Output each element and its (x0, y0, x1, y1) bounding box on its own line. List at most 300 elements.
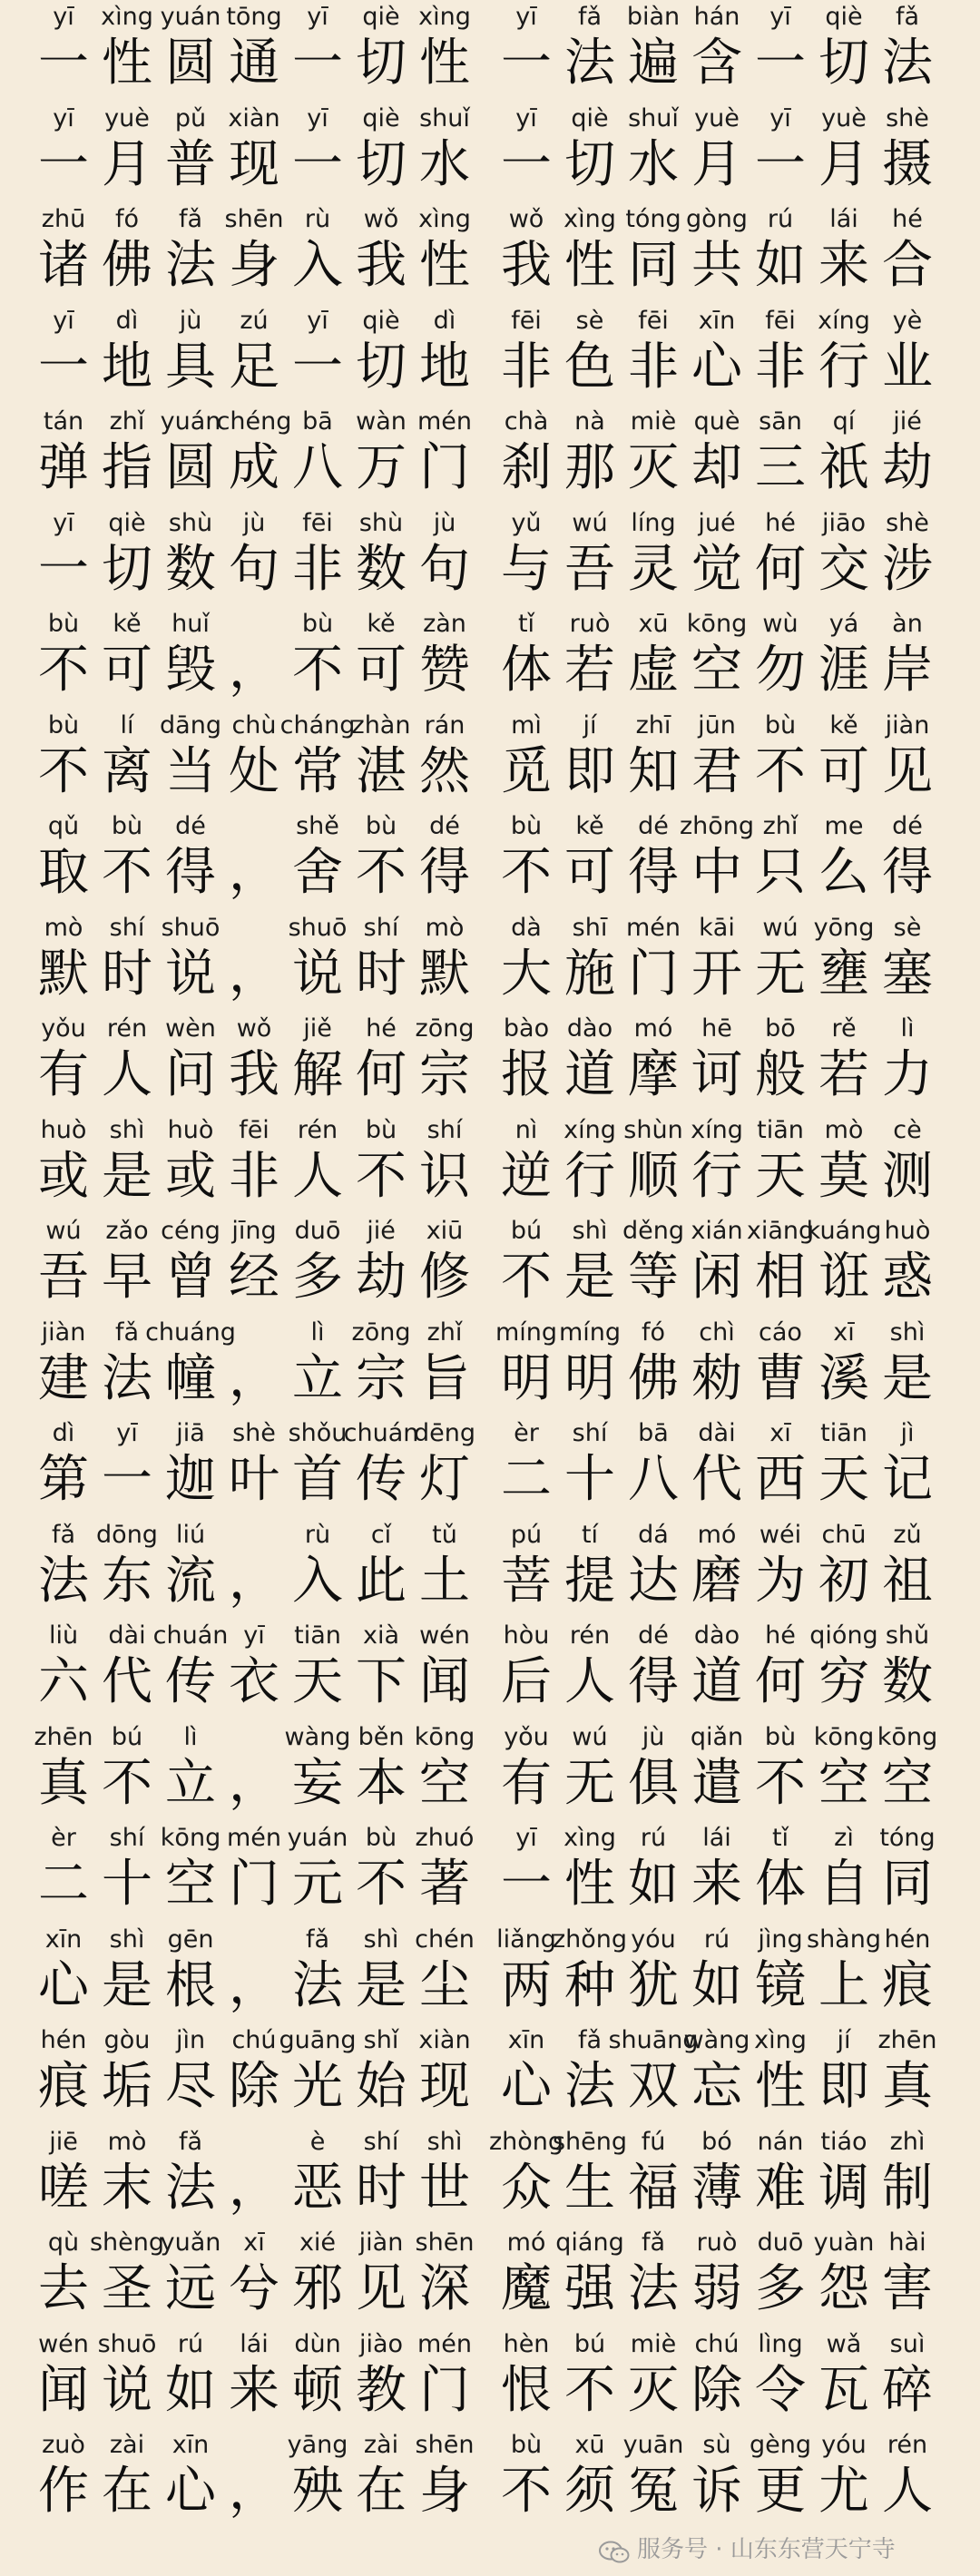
character-cell (415, 1823, 475, 1925)
hanzi: 共 (691, 236, 742, 295)
hanzi: ， (229, 2158, 279, 2218)
pinyin: shè (232, 1419, 276, 1447)
pinyin: shuǐ (419, 103, 470, 132)
poem-line (36, 1722, 944, 1824)
hanzi: 不 (356, 1855, 407, 1914)
verse-right (499, 1216, 935, 1317)
verse-right (499, 406, 935, 508)
pinyin: qiè (108, 508, 146, 537)
poem-line (36, 2329, 944, 2431)
character-cell (413, 1418, 475, 1520)
pinyin: yī (307, 103, 328, 132)
poem-line (36, 1925, 944, 2026)
pinyin: huò (884, 1217, 931, 1245)
pinyin: dào (693, 1621, 740, 1650)
pinyin: jí (583, 710, 597, 739)
hanzi: 切 (102, 539, 152, 599)
hanzi: 曹 (755, 1348, 806, 1408)
hanzi: 一 (38, 134, 89, 194)
pinyin: tí (581, 1520, 599, 1549)
hanzi: 末 (102, 2158, 152, 2218)
hanzi: 测 (882, 1146, 933, 1206)
character-cell (880, 204, 935, 306)
pinyin: bù (510, 812, 543, 840)
hanzi: 性 (755, 2057, 806, 2116)
hanzi: ， (229, 641, 279, 700)
pinyin: céng (161, 1217, 220, 1245)
pinyin: chéng (216, 407, 292, 436)
pinyin: dé (638, 812, 669, 840)
pinyin: bào (503, 1014, 550, 1043)
character-cell (880, 1317, 935, 1419)
hanzi: 弱 (691, 2259, 742, 2318)
hanzi: 诃 (691, 1045, 742, 1104)
hanzi: 双 (628, 2057, 679, 2116)
hanzi: 法 (38, 1551, 89, 1611)
pinyin: xīn (507, 2026, 545, 2054)
hanzi: 是 (102, 1146, 152, 1206)
pinyin: yī (53, 103, 74, 132)
pinyin: mò (44, 913, 83, 942)
pinyin: shī (572, 913, 608, 942)
hanzi: 地 (419, 337, 470, 397)
hanzi: 强 (564, 2259, 615, 2318)
hanzi: 达 (628, 1551, 679, 1611)
hanzi: 壅 (818, 944, 869, 1004)
hanzi: 非 (628, 337, 679, 397)
verse-left (36, 2025, 472, 2127)
pinyin: zhū (41, 205, 86, 233)
pinyin: yī (515, 1824, 537, 1852)
pinyin: dào (566, 1014, 613, 1043)
pinyin: rú (703, 1925, 730, 1954)
verse-left (36, 1418, 475, 1520)
pinyin: shēn (415, 2228, 475, 2257)
pinyin: shí (109, 913, 145, 942)
pinyin: kōng (813, 1722, 875, 1751)
hanzi: 人 (564, 1652, 615, 1711)
pinyin: shí (109, 1824, 145, 1852)
pinyin: kě (575, 812, 604, 840)
hanzi: 圆 (165, 438, 216, 497)
hanzi: 六 (38, 1652, 89, 1711)
pinyin: bā (302, 407, 333, 436)
verse-left (36, 204, 472, 306)
pinyin: qiǎn (690, 1722, 744, 1751)
verse-right (499, 1520, 935, 1621)
pinyin: shǒu (288, 1419, 348, 1447)
pinyin: dé (638, 1621, 669, 1650)
pinyin: gēn (167, 1925, 214, 1954)
pinyin: shuō (161, 913, 220, 942)
pinyin: chù (231, 710, 277, 739)
hanzi: 当 (165, 741, 216, 801)
character-cell (880, 1520, 935, 1621)
character-cell (880, 103, 935, 205)
hanzi: 逆 (501, 1146, 552, 1206)
character-cell (163, 913, 218, 1014)
hanzi: 时 (356, 2158, 407, 2218)
verse-right (496, 1925, 935, 2026)
hanzi: 不 (564, 2360, 615, 2420)
pinyin: yuān (622, 2431, 684, 2459)
hanzi: 法 (882, 34, 933, 93)
character-cell (417, 204, 472, 306)
pinyin: yuè (104, 103, 150, 132)
pinyin: dì (115, 306, 139, 335)
hanzi: 门 (229, 1855, 279, 1914)
hanzi: 体 (501, 641, 552, 700)
pinyin: lì (310, 1317, 325, 1347)
pinyin: jù (242, 508, 266, 537)
pinyin: tǐ (771, 1824, 789, 1852)
hanzi: 勿 (755, 641, 806, 700)
hanzi: 一 (38, 337, 89, 397)
pinyin: jiàn (885, 710, 930, 739)
pinyin: zì (834, 1824, 854, 1852)
hanzi: 门 (628, 944, 679, 1004)
hanzi: 施 (564, 944, 615, 1004)
hanzi: 门 (419, 2360, 470, 2420)
pinyin: zǔ (893, 1520, 922, 1549)
pinyin: gòu (103, 2026, 151, 2054)
pinyin: fǎ (305, 1925, 330, 1954)
hanzi: 法 (564, 34, 615, 93)
hanzi: 性 (102, 34, 152, 93)
pinyin: mó (506, 2228, 546, 2257)
pinyin: xī (243, 2228, 265, 2257)
hanzi: 道 (691, 1652, 742, 1711)
hanzi: 我 (229, 1045, 279, 1104)
hanzi: 邪 (292, 2259, 343, 2318)
hanzi: 舍 (292, 843, 343, 902)
hanzi: 一 (38, 539, 89, 599)
hanzi: 觉 (691, 539, 742, 599)
hanzi: 说 (102, 2360, 152, 2420)
pinyin: xiàn (418, 2026, 471, 2054)
hanzi: 身 (419, 2462, 470, 2521)
hanzi: 祖 (882, 1551, 933, 1611)
character-cell (417, 811, 472, 913)
pinyin: rú (177, 2329, 204, 2358)
hanzi: 元 (292, 1855, 343, 1914)
pinyin: sè (575, 306, 604, 335)
verse-right (499, 1115, 935, 1217)
hanzi: 嗟 (38, 2158, 89, 2218)
hanzi: 刹 (501, 438, 552, 497)
hanzi: 然 (419, 741, 470, 801)
hanzi: 惑 (882, 1248, 933, 1307)
pinyin: bó (701, 2127, 732, 2156)
hanzi: 始 (356, 2057, 407, 2116)
pinyin: yī (53, 3, 74, 31)
hanzi: 同 (882, 1855, 933, 1914)
pinyin: xìng (564, 205, 616, 233)
hanzi: 力 (882, 1045, 933, 1104)
character-cell (417, 609, 472, 710)
hanzi: 宗 (419, 1045, 470, 1104)
pinyin: cháng (279, 710, 356, 739)
hanzi: 此 (356, 1551, 407, 1611)
hanzi: 大 (501, 944, 552, 1004)
hanzi: 无 (755, 944, 806, 1004)
hanzi: 灭 (628, 2360, 679, 2420)
pinyin: lí (120, 710, 134, 739)
hanzi: 得 (628, 843, 679, 902)
hanzi: 是 (356, 1955, 407, 2015)
hanzi: 磨 (691, 1551, 742, 1611)
pinyin: shì (109, 1115, 145, 1144)
hanzi: 我 (356, 236, 407, 295)
verse-left (36, 1823, 475, 1925)
character-cell (880, 1925, 935, 2026)
pinyin: fēi (239, 1115, 270, 1144)
hanzi: 一 (755, 134, 806, 194)
pinyin: bù (47, 710, 80, 739)
verse-right (495, 1317, 935, 1419)
hanzi: 开 (691, 944, 742, 1004)
pinyin: hé (765, 1621, 796, 1650)
character-cell (417, 710, 472, 812)
pinyin: fēi (765, 306, 796, 335)
pinyin: chuáng (145, 1317, 236, 1347)
pinyin: hén (40, 2026, 87, 2054)
hanzi: 通 (229, 34, 279, 93)
pinyin: bù (301, 610, 334, 638)
character-cell (163, 609, 218, 710)
hanzi: 菩 (501, 1551, 552, 1611)
pinyin: wén (419, 1621, 470, 1650)
hanzi: 制 (882, 2158, 933, 2218)
pinyin: zhǒng (552, 1925, 628, 1954)
pinyin: sù (702, 2431, 731, 2459)
pinyin: shě (296, 812, 339, 840)
character-cell (880, 2, 935, 103)
hanzi: 遍 (628, 34, 679, 93)
hanzi: 如 (628, 1855, 679, 1914)
hanzi: ， (229, 843, 279, 902)
hanzi: 取 (38, 843, 89, 902)
pinyin: kuáng (806, 1217, 882, 1245)
hanzi: 现 (419, 2057, 470, 2116)
hanzi: 薄 (691, 2158, 742, 2218)
hanzi: 调 (818, 2158, 869, 2218)
hanzi: ， (229, 1753, 279, 1813)
hanzi: 痕 (38, 2057, 89, 2116)
pinyin: wú (572, 1722, 608, 1751)
hanzi: 第 (38, 1450, 89, 1509)
hanzi: 初 (818, 1551, 869, 1611)
hanzi: 恶 (292, 2158, 343, 2218)
hanzi: 是 (882, 1348, 933, 1408)
pinyin: mén (416, 2329, 473, 2358)
hanzi: 更 (755, 2462, 806, 2521)
pinyin: shí (572, 1419, 608, 1447)
poem-line (36, 1317, 944, 1419)
pinyin: xìng (564, 1824, 616, 1852)
hanzi: 性 (419, 34, 470, 93)
pinyin: xī (833, 1317, 855, 1347)
hanzi: 法 (165, 236, 216, 295)
pinyin: jìng (758, 1925, 803, 1954)
hanzi: 见 (882, 741, 933, 801)
pinyin: zàn (423, 610, 466, 638)
pinyin: xīn (698, 306, 736, 335)
hanzi: 现 (229, 134, 279, 194)
hanzi: 句 (419, 539, 470, 599)
hanzi: 不 (501, 2462, 552, 2521)
character-cell (414, 1722, 475, 1824)
poem-line (36, 1621, 944, 1722)
hanzi: ， (229, 944, 279, 1004)
pinyin: shì (426, 2127, 463, 2156)
pinyin: tiān (820, 1419, 867, 1447)
pinyin: yōng (813, 913, 875, 942)
pinyin: shí (426, 1115, 463, 1144)
hanzi: 勑 (691, 1348, 742, 1408)
hanzi: 性 (564, 236, 615, 295)
pinyin: yóu (821, 2431, 867, 2459)
hanzi: 可 (564, 843, 615, 902)
hanzi: 万 (356, 438, 407, 497)
hanzi: 可 (102, 641, 152, 700)
hanzi: 即 (818, 2057, 869, 2116)
pinyin: shuāng (608, 2026, 699, 2054)
hanzi: 不 (755, 741, 806, 801)
hanzi: 道 (564, 1045, 615, 1104)
character-cell (145, 1317, 236, 1419)
hanzi: 种 (564, 1955, 615, 2015)
pinyin: lìng (758, 2329, 803, 2358)
hanzi: 明 (501, 1348, 552, 1408)
verse-right (499, 2228, 935, 2329)
hanzi: 说 (165, 944, 216, 1004)
hanzi: 流 (165, 1551, 216, 1611)
pinyin: mì (511, 710, 542, 739)
pinyin: lái (702, 1824, 731, 1852)
hanzi: 相 (755, 1248, 806, 1307)
hanzi: 垢 (102, 2057, 152, 2116)
character-cell (417, 913, 472, 1014)
pinyin: fú (641, 2127, 666, 2156)
pinyin: zhì (889, 2127, 926, 2156)
pinyin: fǎ (178, 2127, 203, 2156)
pinyin: shēn (415, 2431, 475, 2459)
poem-line (36, 406, 944, 508)
hanzi: 作 (38, 2462, 89, 2521)
pinyin: jiàn (358, 2228, 404, 2257)
hanzi: 来 (691, 1855, 742, 1914)
poem-line (36, 1014, 944, 1115)
hanzi: 普 (165, 134, 216, 194)
pinyin: dēng (413, 1419, 475, 1447)
pinyin: bù (510, 2431, 543, 2459)
hanzi: 光 (292, 2057, 343, 2116)
poem-line (36, 1115, 944, 1217)
pinyin: yī (307, 3, 328, 31)
wechat-service-icon (599, 2539, 630, 2562)
hanzi: 数 (356, 539, 407, 599)
hanzi: 一 (292, 34, 343, 93)
pinyin: shàng (807, 1925, 881, 1954)
pinyin: hèn (503, 2329, 550, 2358)
pinyin: chū (821, 1520, 867, 1549)
pinyin: jūn (698, 710, 736, 739)
hanzi: 闲 (691, 1248, 742, 1307)
watermark-text: 服务号 · 山东东营天宁寺 (637, 2536, 896, 2563)
poem-line (36, 2025, 944, 2127)
hanzi: 教 (356, 2360, 407, 2420)
pinyin: nì (514, 1115, 538, 1144)
verse-right (499, 913, 935, 1014)
verse-left (36, 710, 472, 812)
character-cell (880, 1621, 935, 1722)
hanzi: 或 (165, 1146, 216, 1206)
hanzi: 须 (564, 2462, 615, 2521)
hanzi: 尘 (419, 1955, 470, 2015)
hanzi: 修 (419, 1248, 470, 1307)
pinyin: bù (365, 1115, 397, 1144)
hanzi: 业 (882, 337, 933, 397)
hanzi: 迦 (165, 1450, 216, 1509)
hanzi: 八 (292, 438, 343, 497)
hanzi: 殃 (292, 2462, 343, 2521)
hanzi: 闻 (38, 2360, 89, 2420)
hanzi: 等 (628, 1248, 679, 1307)
hanzi: 非 (755, 337, 806, 397)
pinyin: dài (108, 1621, 146, 1650)
pinyin: jié (893, 407, 922, 436)
hanzi: 后 (501, 1652, 552, 1711)
pinyin: běn (358, 1722, 405, 1751)
pinyin: fǎ (114, 1317, 140, 1347)
pinyin: lì (183, 1722, 198, 1751)
hanzi: 却 (691, 438, 742, 497)
hanzi: 性 (564, 1855, 615, 1914)
hanzi: 不 (292, 641, 343, 700)
pinyin: yuǎn (160, 2228, 221, 2257)
hanzi: 天 (755, 1146, 806, 1206)
pinyin: xū (638, 610, 669, 638)
hanzi: 如 (691, 1955, 742, 2015)
hanzi: 摄 (882, 134, 933, 194)
pinyin: xié (299, 2228, 337, 2257)
hanzi: 立 (165, 1753, 216, 1813)
hanzi: 问 (165, 1045, 216, 1104)
hanzi: 地 (102, 337, 152, 397)
pinyin: kōng (160, 1824, 221, 1852)
hanzi: 佛 (628, 1348, 679, 1408)
pinyin: fǎ (51, 1520, 76, 1549)
poem-line (36, 1216, 944, 1317)
pinyin: tóng (625, 205, 681, 233)
hanzi: 不 (501, 843, 552, 902)
pinyin: duō (294, 1217, 341, 1245)
character-cell (880, 406, 935, 508)
hanzi: 如 (755, 236, 806, 295)
pinyin: dōng (96, 1520, 158, 1549)
pinyin: xìng (754, 2026, 807, 2054)
character-cell (417, 1317, 472, 1419)
pinyin: rù (304, 205, 331, 233)
pinyin: jīng (231, 1217, 277, 1245)
hanzi: 得 (419, 843, 470, 902)
hanzi: 法 (102, 1348, 152, 1408)
hanzi: 有 (38, 1045, 89, 1104)
pinyin: shēn (224, 205, 284, 233)
hanzi: 痕 (882, 1955, 933, 2015)
pinyin: jìn (175, 2026, 206, 2054)
